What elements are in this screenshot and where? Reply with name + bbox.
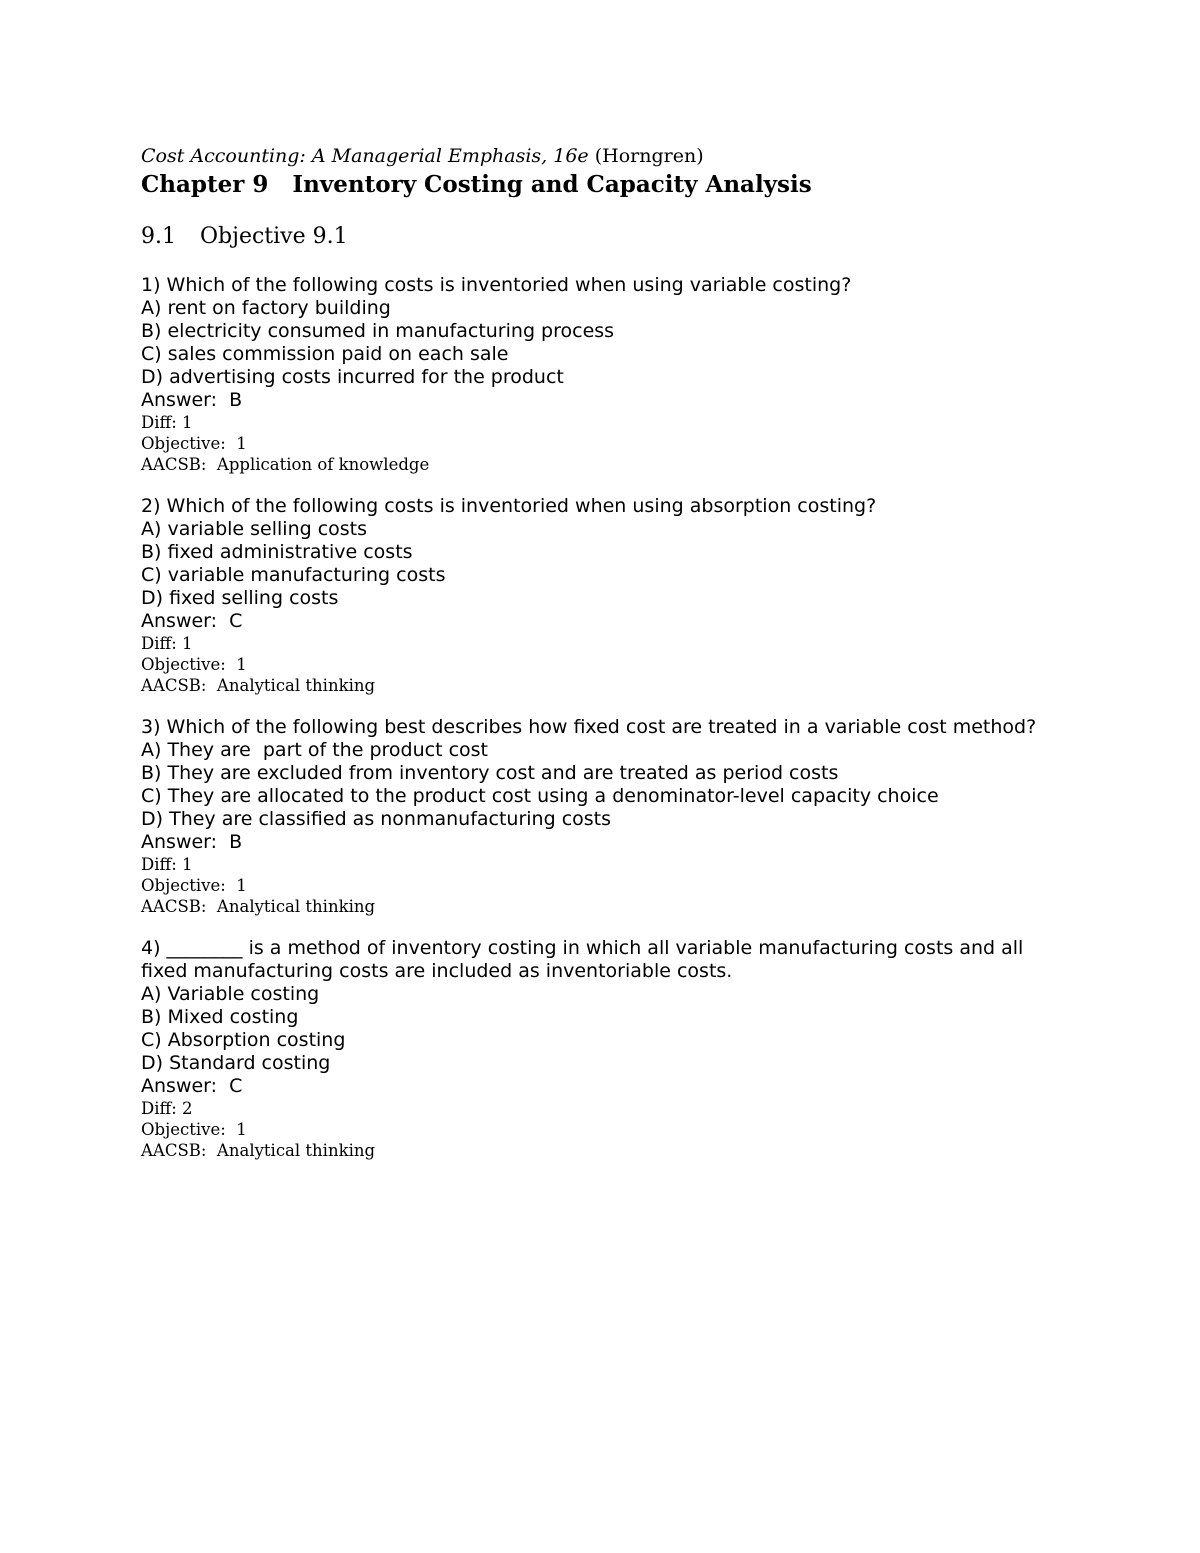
section-number: 9.1 (141, 224, 176, 249)
option-c: C) variable manufacturing costs (141, 564, 446, 586)
objective: Objective: 1 (141, 655, 247, 674)
difficulty: Diff: 2 (141, 1099, 193, 1118)
option-d: D) Standard costing (141, 1052, 331, 1074)
chapter-label: Chapter 9 (141, 171, 269, 198)
aacsb: AACSB: Analytical thinking (141, 1141, 376, 1160)
objective: Objective: 1 (141, 434, 247, 453)
question-text: 2) Which of the following costs is inventoried when using absorption costing? (141, 495, 877, 517)
answer: Answer: B (141, 389, 243, 411)
chapter-name: Inventory Costing and Capacity Analysis (292, 171, 812, 198)
question-text: 3) Which of the following best describes how fixed cost are treated in a variable cost method? (141, 716, 1037, 738)
answer: Answer: C (141, 610, 243, 632)
option-c: C) They are allocated to the product cost using a denominator-level capacity choice (141, 785, 939, 807)
aacsb: AACSB: Application of knowledge (141, 455, 430, 474)
question-4 (141, 937, 1061, 1161)
document-page (141, 142, 1061, 1181)
section-name: Objective 9.1 (200, 224, 348, 249)
book-title (141, 142, 1061, 170)
objective: Objective: 1 (141, 1120, 247, 1139)
answer: Answer: C (141, 1075, 243, 1097)
section-title (141, 222, 1061, 252)
option-d: D) advertising costs incurred for the product (141, 366, 564, 388)
option-a: A) They are part of the product cost (141, 739, 488, 761)
option-b: B) fixed administrative costs (141, 541, 413, 563)
option-c: C) sales commission paid on each sale (141, 343, 509, 365)
chapter-title (141, 170, 1061, 200)
aacsb: AACSB: Analytical thinking (141, 676, 376, 695)
option-a: A) rent on factory building (141, 297, 391, 319)
answer: Answer: B (141, 831, 243, 853)
option-b: B) They are excluded from inventory cost and are treated as period costs (141, 762, 839, 784)
difficulty: Diff: 1 (141, 634, 193, 653)
question-3 (141, 716, 1061, 917)
objective: Objective: 1 (141, 876, 247, 895)
book-author: (Horngren) (594, 145, 704, 167)
aacsb: AACSB: Analytical thinking (141, 897, 376, 916)
question-2 (141, 495, 1061, 696)
difficulty: Diff: 1 (141, 413, 193, 432)
option-d: D) They are classified as nonmanufacturing costs (141, 808, 612, 830)
option-a: A) variable selling costs (141, 518, 368, 540)
option-d: D) fixed selling costs (141, 587, 339, 609)
question-1 (141, 274, 1061, 475)
difficulty: Diff: 1 (141, 855, 193, 874)
option-a: A) Variable costing (141, 983, 320, 1005)
option-c: C) Absorption costing (141, 1029, 346, 1051)
question-text: 1) Which of the following costs is inventoried when using variable costing? (141, 274, 852, 296)
book-title-italic: Cost Accounting: A Managerial Emphasis, 16e (141, 145, 589, 167)
question-text: 4) ________ is a method of inventory costing in which all variable manufacturing costs and all fixed manufacturing costs are included as inventoriable costs. (141, 937, 1030, 982)
option-b: B) electricity consumed in manufacturing process (141, 320, 615, 342)
option-b: B) Mixed costing (141, 1006, 299, 1028)
